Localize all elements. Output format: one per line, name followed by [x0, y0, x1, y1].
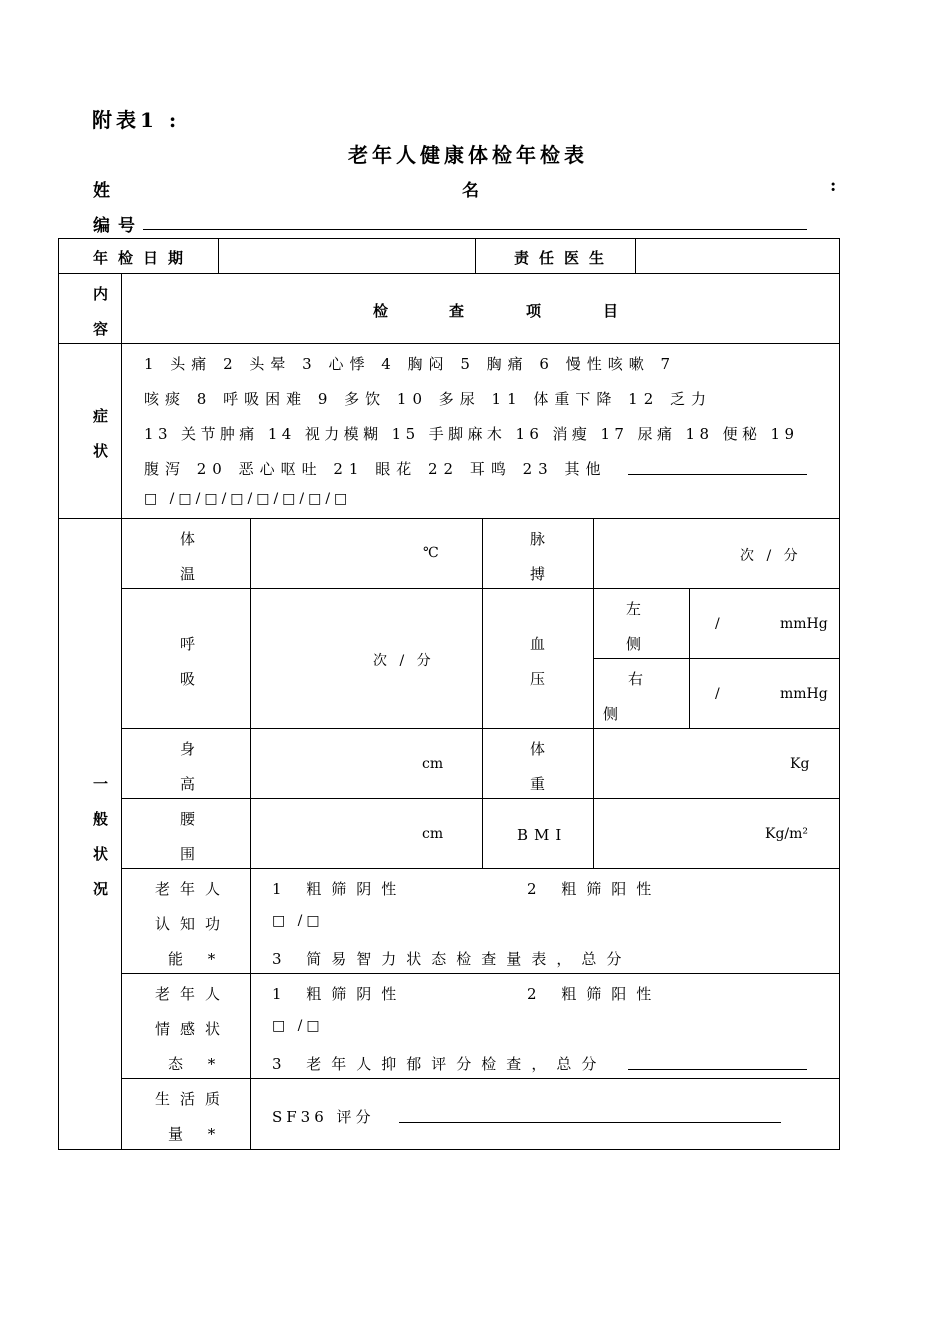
bp-right-field[interactable] — [693, 662, 773, 724]
cognitive-label-2: 认知功 — [155, 915, 231, 933]
page-title: 老年人健康体检年检表 — [348, 143, 588, 167]
waist-unit: cm — [422, 826, 444, 842]
height-label-1: 身 — [180, 740, 202, 758]
exam-date-field[interactable] — [222, 242, 472, 270]
height-field[interactable] — [254, 732, 414, 794]
name-label-2: 名 — [462, 181, 479, 201]
pulse-label-2: 搏 — [530, 565, 552, 583]
bp-label-1: 血 — [530, 635, 552, 653]
symptoms-label-2: 状 — [93, 442, 109, 460]
emotion-label-3: 态 * — [168, 1055, 226, 1073]
emotion-option-2[interactable]: 2 粗筛阳性 — [527, 985, 662, 1003]
temp-label-2: 温 — [180, 565, 202, 583]
emotion-label-2: 情感状 — [155, 1020, 231, 1038]
emotion-option-3[interactable]: 3 老年人抑郁评分检查，总分 — [272, 1055, 607, 1073]
exam-date-label: 年检日期 — [93, 249, 194, 267]
bmi-field[interactable] — [597, 802, 757, 864]
emotion-score-underline[interactable] — [628, 1069, 807, 1070]
general-label-2: 般 — [93, 810, 109, 828]
qol-score-underline[interactable] — [399, 1122, 781, 1123]
bp-right-slash: / — [715, 686, 724, 702]
general-label-3: 状 — [93, 845, 109, 863]
pulse-label-1: 脉 — [530, 530, 552, 548]
name-colon: : — [830, 176, 837, 196]
emotion-checkboxes[interactable]: □ /□ — [272, 1018, 324, 1034]
temp-field[interactable] — [254, 522, 414, 584]
symptom-line-3: 13 关节肿痛 14 视力模糊 15 手脚麻木 16 消瘦 17 尿痛 18 便秘 19 — [144, 425, 799, 443]
bp-left-slash: / — [715, 616, 724, 632]
id-label: 编号 — [93, 216, 143, 236]
weight-field[interactable] — [597, 732, 782, 794]
content-label-1: 内 — [93, 285, 109, 303]
symptom-checkboxes[interactable]: □ /□/□/□/□/□/□/□ — [144, 491, 352, 507]
cognitive-option-2[interactable]: 2 粗筛阳性 — [527, 880, 662, 898]
doctor-field[interactable] — [639, 242, 835, 270]
bp-right-label-2: 侧 — [603, 705, 625, 723]
bp-left-unit: mmHg — [780, 616, 828, 632]
height-label-2: 高 — [180, 775, 202, 793]
cognitive-label-1: 老年人 — [155, 880, 231, 898]
bp-right-unit: mmHg — [780, 686, 828, 702]
symptom-line-1: 1 头痛 2 头晕 3 心悸 4 胸闷 5 胸痛 6 慢性咳嗽 7 — [144, 355, 677, 373]
emotion-label-1: 老年人 — [155, 985, 231, 1003]
general-label-1: 一 — [93, 775, 109, 793]
qol-text: SF36 评分 — [272, 1108, 375, 1126]
attachment-label: 附表1 : — [92, 108, 181, 132]
doctor-label: 责任医生 — [514, 249, 615, 267]
bmi-label: BMI — [517, 826, 568, 844]
waist-label-2: 围 — [180, 845, 202, 863]
temp-unit: ℃ — [423, 545, 443, 561]
bmi-unit: Kg/m² — [765, 826, 809, 842]
resp-unit: 次 / 分 — [373, 653, 435, 669]
resp-field[interactable] — [254, 592, 364, 724]
general-label-4: 况 — [93, 880, 109, 898]
bp-left-label-1: 左 — [626, 600, 648, 618]
qol-label-1: 生活质 — [155, 1090, 231, 1108]
cognitive-option-1[interactable]: 1 粗筛阴性 — [272, 880, 407, 898]
cognitive-label-3: 能 * — [168, 950, 226, 968]
weight-label-2: 重 — [530, 775, 552, 793]
cognitive-option-3[interactable]: 3 简易智力状态检查量表，总分 — [272, 950, 632, 968]
items-label-c: 项 — [526, 302, 542, 320]
pulse-field[interactable] — [597, 522, 732, 584]
symptom-line-2: 咳痰 8 呼吸困难 9 多饮 10 多尿 11 体重下降 12 乏力 — [144, 390, 713, 408]
content-label-2: 容 — [93, 320, 109, 338]
height-unit: cm — [422, 756, 444, 772]
id-underline[interactable] — [143, 229, 807, 230]
bp-left-field[interactable] — [693, 592, 773, 654]
bp-label-2: 压 — [530, 670, 552, 688]
bp-left-label-2: 侧 — [626, 635, 648, 653]
qol-label-2: 量 * — [168, 1125, 226, 1143]
name-label-1: 姓 — [93, 181, 110, 201]
pulse-unit: 次 / 分 — [740, 548, 802, 564]
cognitive-checkboxes[interactable]: □ /□ — [272, 913, 324, 929]
resp-label-2: 吸 — [180, 670, 202, 688]
waist-field[interactable] — [254, 802, 414, 864]
temp-label-1: 体 — [180, 530, 202, 548]
weight-unit: Kg — [790, 756, 810, 772]
other-symptom-underline[interactable] — [628, 474, 807, 475]
items-label-a: 检 — [373, 302, 389, 320]
symptom-line-4: 腹泻 20 恶心呕吐 21 眼花 22 耳鸣 23 其他 — [144, 460, 607, 478]
symptoms-label-1: 症 — [93, 407, 109, 425]
bp-right-label-1: 右 — [628, 670, 650, 688]
weight-label-1: 体 — [530, 740, 552, 758]
waist-label-1: 腰 — [180, 810, 202, 828]
resp-label-1: 呼 — [180, 635, 202, 653]
emotion-option-1[interactable]: 1 粗筛阴性 — [272, 985, 407, 1003]
items-label-b: 查 — [449, 302, 465, 320]
items-label-d: 目 — [603, 302, 619, 320]
